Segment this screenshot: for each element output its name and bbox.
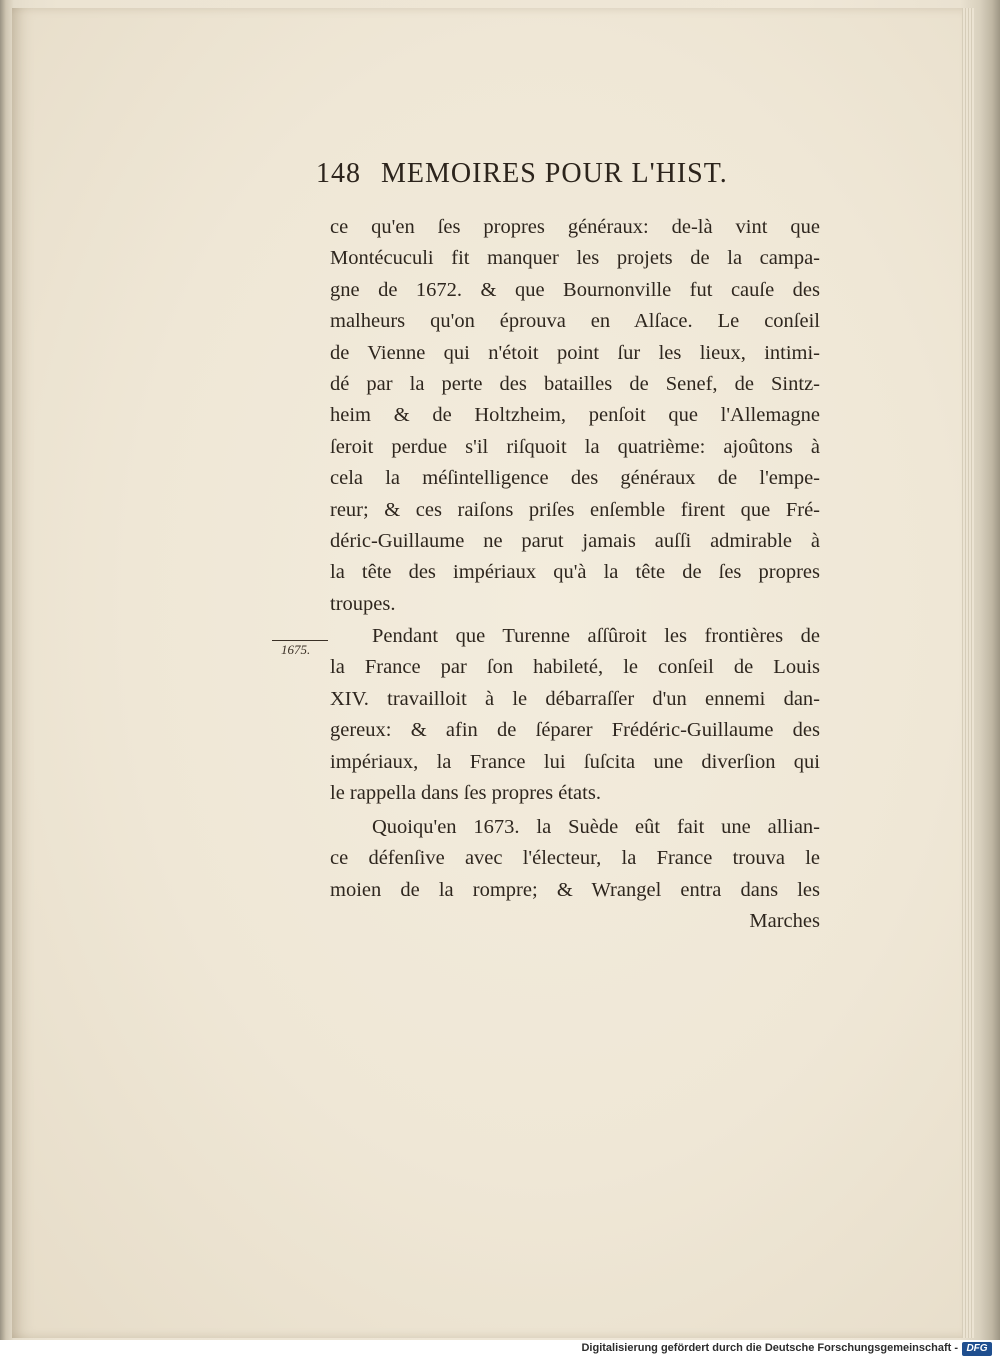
- text-line: la France par ſon habileté, le conſeil de Louis: [330, 656, 820, 679]
- text-line: moien de la rompre; & Wrangel entra dans les: [330, 878, 820, 901]
- text-line: ſeroit perdue s'il riſquoit la quatrième: ajoûtons à: [330, 435, 820, 458]
- catchword: Marches: [749, 910, 820, 933]
- funding-credit: Digitalisierung gefördert durch die Deutsche Forschungsgemeinschaft -: [581, 1342, 958, 1354]
- paragraph-3: [330, 812, 820, 938]
- text-line: la tête des impériaux qu'à la tête de ſes propres: [330, 561, 820, 584]
- text-line: XIV. travailloit à le débarraſſer d'un ennemi dan-: [330, 687, 820, 710]
- text-line: reur; & ces raiſons priſes enſemble firent que Fré-: [330, 498, 820, 521]
- text-line: impériaux, la France lui ſuſcita une diverſion qui: [330, 750, 820, 773]
- text-line: le rappella dans ſes propres états.: [330, 781, 601, 804]
- dfg-logo: DFG: [962, 1342, 992, 1356]
- text-line: déric-Guillaume ne parut jamais auſſi admirable à: [330, 529, 820, 552]
- paragraph-1: [330, 212, 820, 620]
- text-line: Pendant que Turenne aſſûroit les frontières de: [372, 625, 820, 647]
- text-line: de Vienne qui n'étoit point ſur les lieux, intimi-: [330, 341, 820, 364]
- paragraph-2: [330, 621, 820, 809]
- text-line: heim & de Holtzheim, penſoit que l'Allemagne: [330, 404, 820, 427]
- text-line: malheurs qu'on éprouva en Alſace. Le conſeil: [330, 310, 820, 333]
- text-line: ce défenſive avec l'électeur, la France trouva le: [330, 847, 820, 870]
- text-line: troupes.: [330, 592, 396, 615]
- text-line: Montécuculi fit manquer les projets de la campa-: [330, 247, 820, 270]
- footer-bar: [0, 1340, 1000, 1359]
- text-line: gne de 1672. & que Bournonville fut cauſe des: [330, 278, 820, 301]
- margin-rule: [272, 640, 328, 641]
- text-line: Quoiqu'en 1673. la Suède eût fait une allian-: [372, 816, 820, 838]
- page-edges: [962, 8, 974, 1338]
- text-line: dé par la perte des batailles de Senef, de Sintz-: [330, 372, 820, 395]
- text-line: ce qu'en ſes propres généraux: de-là vint que: [330, 216, 820, 238]
- margin-note-year: 1675.: [281, 642, 311, 657]
- page-header: [316, 158, 728, 190]
- page-number: 148: [316, 158, 361, 189]
- text-line: cela la méſintelligence des généraux de l'empe-: [330, 467, 820, 490]
- running-title: MEMOIRES POUR L'HIST.: [381, 158, 728, 189]
- text-line: gereux: & afin de ſéparer Frédéric-Guillaume des: [330, 719, 820, 742]
